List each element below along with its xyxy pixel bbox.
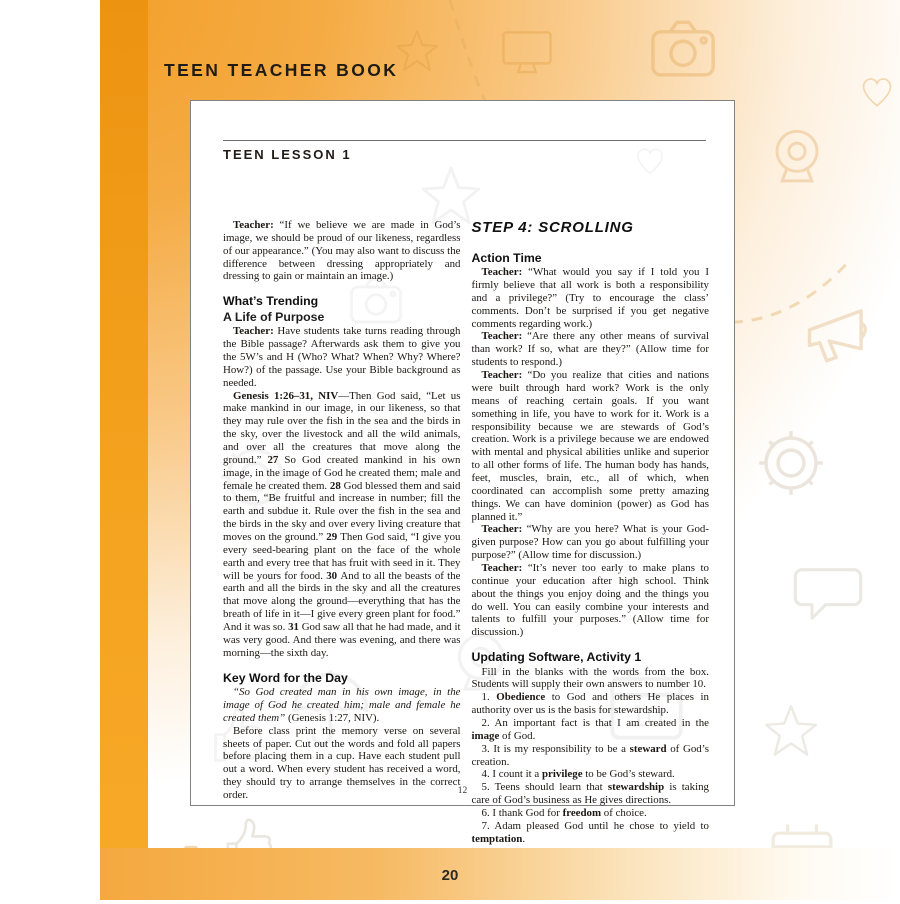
heart-icon <box>631 141 669 179</box>
lesson-title-rule <box>223 140 706 141</box>
paragraph: Teacher: “Are there any other means of survival than work? If so, what are they?” (Allow time for students to respond.) <box>471 330 710 369</box>
left-column <box>223 219 461 846</box>
paragraph: Genesis 1:26–31, NIV—Then God said, “Let us make mankind in our image, in our likeness, so that they may rule over the fish in the sea and the birds in the sky, over the livestock and all the wild animals, and over all the creatures that move along the ground.” 27 So God created mankind in his own image, in the image of God he created them; male and female he created them. 28 God blessed them and said to them, “Be fruitful and increase in number; fill the earth and subdue it. Rule over the fish in the sea and the birds in the sky and over every living creature that moves on the ground.” 29 Then God said, “I give you every seed-bearing plant on the face of the whole earth and every tree that has fruit with seed in it. They will be yours for food. 30 And to all the beasts of the earth and all the birds in the sky and all the creatures that move along the ground—everything that has the breath of life in it—I give every green plant for food.” And it was so. 31 God saw all that he had made, and it was very good. And there was evening, and there was morning—the sixth day. <box>223 389 461 659</box>
paragraph: 1. Obedience to God and others He places in authority over us is the basis for stewardship. <box>471 691 709 717</box>
step-heading: STEP 4: SCROLLING <box>471 219 634 236</box>
page-number: 12 <box>457 786 468 796</box>
paragraph: “So God created man in his own image, in the image of God he created him; male and female he created them” (Genesis 1:27, NIV). <box>223 686 461 724</box>
book-page <box>190 100 735 845</box>
paragraph: Teacher: “If we believe we are made in God’s image, we should be proud of our likeness, regardless of our appearance.” (You may also want to discuss the difference between dressing appropriately and dressing to gain or maintain an image.) <box>223 219 461 283</box>
paragraph: Teacher: “It’s never too early to make plans to continue your education after high school. Think about the things you enjoy doing and the things you do well. You can easily combine your interests and talents to fulfill your purposes.” (Allow time for discussion.) <box>471 561 709 639</box>
paragraph: 5. Teens should learn that stewardship is taking care of God’s business as He gives directions. <box>471 781 710 807</box>
heart-icon <box>856 70 898 112</box>
paragraph: Teacher: “Why are you here? What is your God-given purpose? How can you go about fulfilling your purpose?” (Allow time for discussion.) <box>471 523 710 562</box>
paragraph: 6. I thank God for freedom of choice. <box>481 807 647 820</box>
section-heading: Updating Software, Activity 1 <box>471 650 642 665</box>
right-column <box>472 219 710 846</box>
webcam-icon <box>760 118 834 192</box>
footer-band <box>100 848 900 900</box>
paragraph: Teacher: Have students take turns reading through the Bible passage? Afterwards ask them to give you the 5W’s and H (Who? What? When? Why? Where? How?) of the passage. Use your Bible background as needed. <box>223 325 461 389</box>
footer-page-number: 20 <box>441 867 459 884</box>
megaphone-icon <box>794 292 880 378</box>
paragraph: 4. I count it a privilege to be God’s steward. <box>481 768 675 781</box>
two-column-text <box>223 219 709 846</box>
section-heading: What’s Trending <box>223 294 319 309</box>
paragraph: 2. An important fact is that I am created in the image of God. <box>471 717 709 742</box>
monitor-icon <box>496 20 558 82</box>
paragraph: Teacher: “Do you realize that cities and nations were built through hard work? Work is the only means of reaching certain goals. If you want something in life, you have to work for it. Work is a responsibility because we are stewards of God’s creation. Work is a privilege because we are endowed with mental and physical abilities unlike and superior to all other forms of life. The human body has hands, feet, muscles, brain, etc., all of which, when coordinated can accomplish some pretty amazing things. We can have dominion (power) as God has planned it.” <box>471 369 709 523</box>
star-icon <box>392 26 442 76</box>
paragraph: Fill in the blanks with the words from the box. Students will supply their own answers to number 10. <box>471 665 709 691</box>
speech-bubble-icon <box>790 556 866 632</box>
section-heading: Key Word for the Day <box>223 670 348 685</box>
section-heading: Action Time <box>471 250 542 265</box>
gear-icon <box>748 420 834 506</box>
paragraph: Teacher: “What would you say if I told you I firmly believe that all work is both a responsibility and a privilege?” (Try to encourage the class’ comments. Don’t be surprised if you get negative comments regarding work.) <box>471 266 710 330</box>
paragraph: 3. It is my responsibility to be a steward of God’s creation. <box>471 742 709 768</box>
scanned-book-page-background <box>100 0 900 900</box>
star-icon <box>760 700 822 762</box>
book-title: TEEN TEACHER BOOK <box>164 60 399 80</box>
lesson-title: TEEN LESSON 1 <box>223 147 352 162</box>
section-subheading: A Life of Purpose <box>223 309 325 324</box>
paragraph: Before class print the memory verse on several sheets of paper. Cut out the words and fold all papers before placing them in a cup. Have each student pull out a word. When every student has received a word, they should try to arrange themselves in the correct order. <box>223 724 461 802</box>
paragraph: 7. Adam pleased God until he chose to yield to temptation. <box>471 819 709 845</box>
left-accent-strip <box>100 0 148 900</box>
camera-icon <box>640 6 726 92</box>
